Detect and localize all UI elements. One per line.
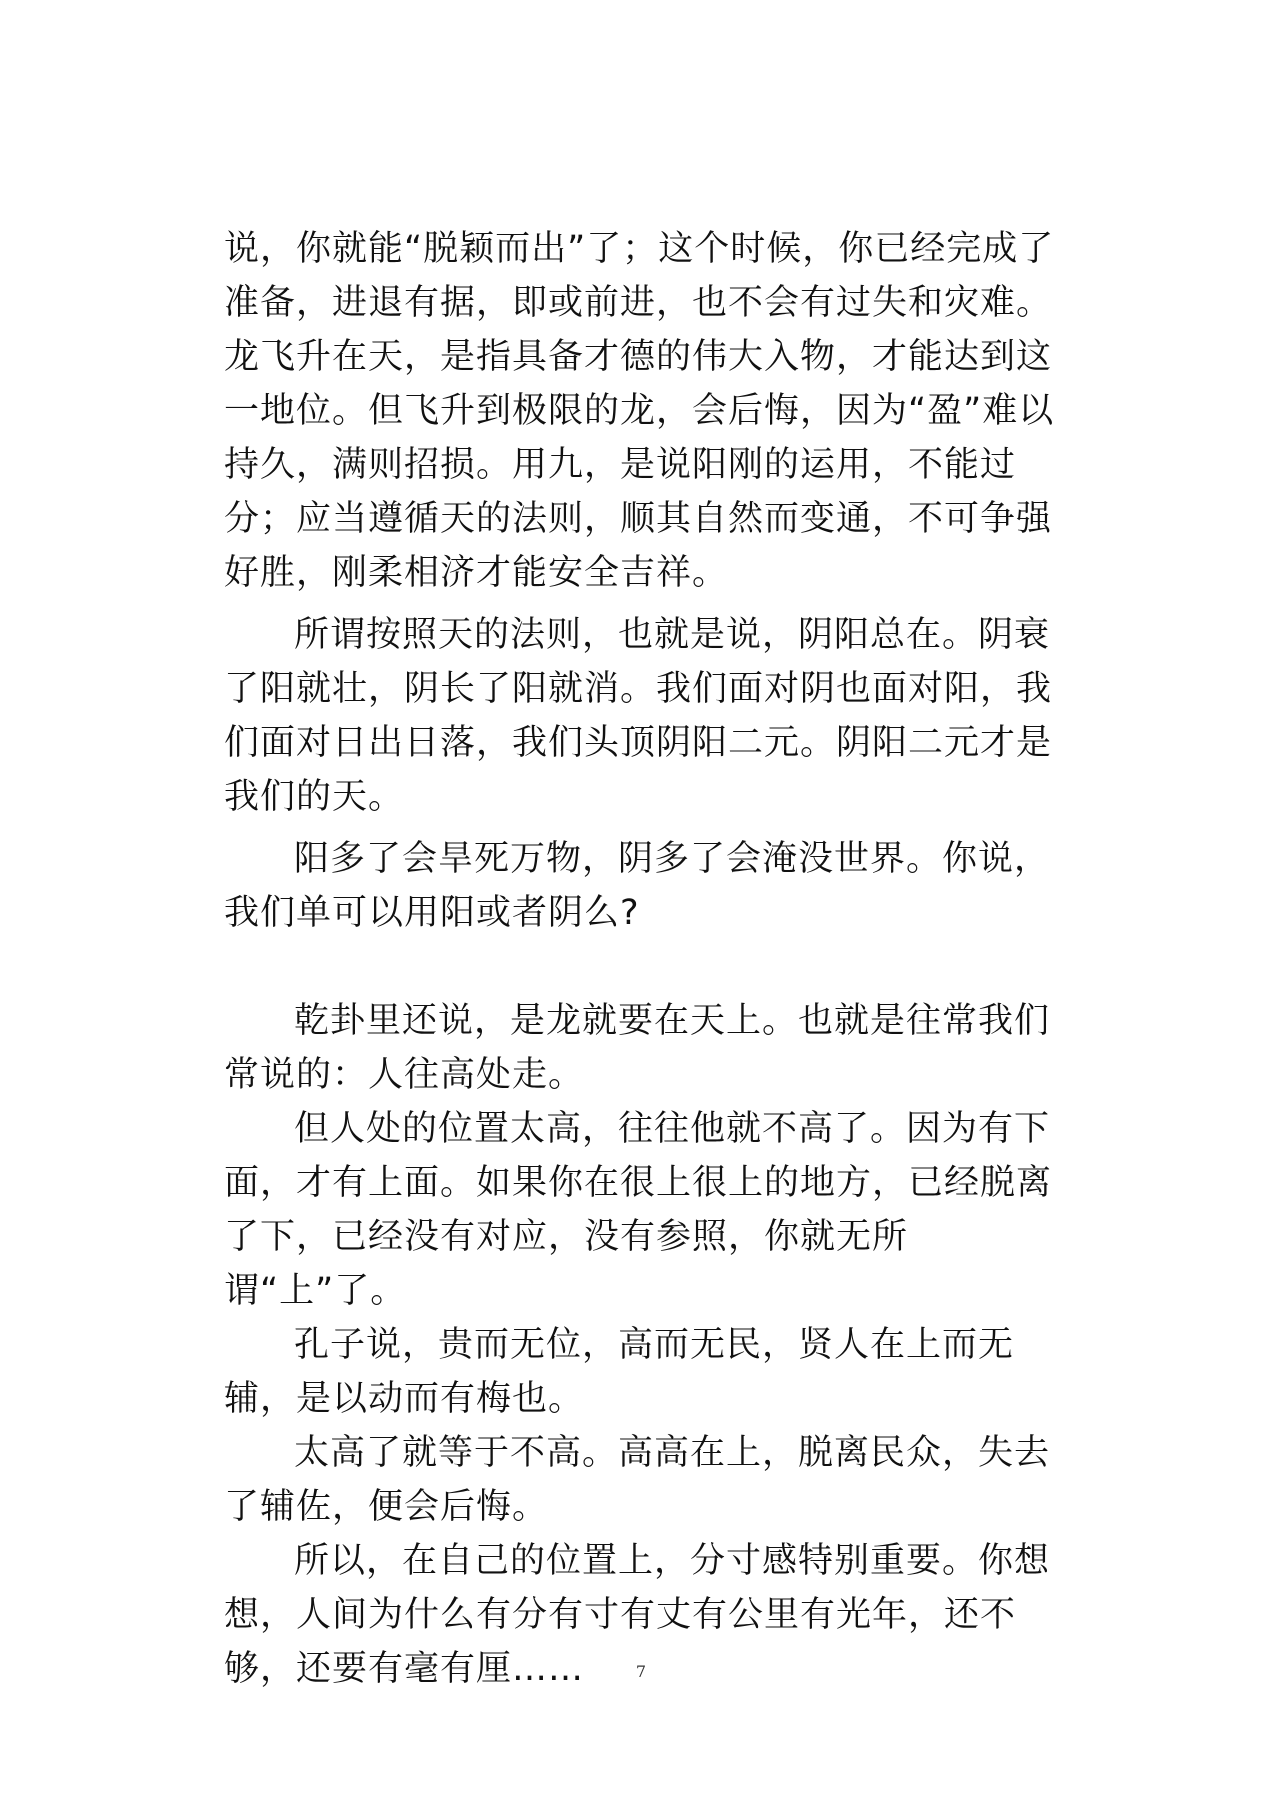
- paragraph-confucius: 孔子说，贵而无位，高而无民，贤人在上而无辅，是以动而有梅也。: [224, 1325, 1015, 1419]
- paragraph-dragon-in-sky: 乾卦里还说，是龙就要在天上。也就是往常我们常说的：人往高处走。: [224, 1001, 1051, 1095]
- paragraph-heaven-law: 所谓按照天的法则，也就是说，阴阳总在。阴衰了阳就壮，阴长了阳就消。我们面对阴也面对阳，我们面对日出日落，我们头顶阴阳二元。阴阳二元才是我们的天。: [224, 615, 1053, 817]
- page-number: 7: [635, 1662, 647, 1681]
- paragraph-sense-of-measure: 所以，在自己的位置上，分寸感特别重要。你想想，人间为什么有分有寸有丈有公里有光年，还不够，还要有毫有厘……: [224, 1541, 1051, 1689]
- body-text: [224, 222, 1076, 1696]
- paragraph-continued: 说，你就能“脱颖而出”了；这个时候，你已经完成了准备，进退有据，即或前进，也不会有过失和灾难。龙飞升在天，是指具备才德的伟大入物，才能达到这一地位。但飞升到极限的龙，会后悔，因为“盈”难以持久，满则招损。用九，是说阳刚的运用，不能过分；应当遵循天的法则，顺其自然而变通，不可争强好胜，刚柔相济才能安全吉祥。: [224, 229, 1055, 593]
- paragraph-regret: 太高了就等于不高。高高在上，脱离民众，失去了辅佐，便会后悔。: [224, 1433, 1051, 1527]
- paragraph-yin-yang-balance: 阳多了会旱死万物，阴多了会淹没世界。你说，我们单可以用阳或者阴么?: [224, 839, 1051, 933]
- paragraph-too-high: 但人处的位置太高，往往他就不高了。因为有下面，才有上面。如果你在很上很上的地方，已经脱离了下，已经没有对应，没有参照，你就无所谓“上”了。: [224, 1109, 1053, 1311]
